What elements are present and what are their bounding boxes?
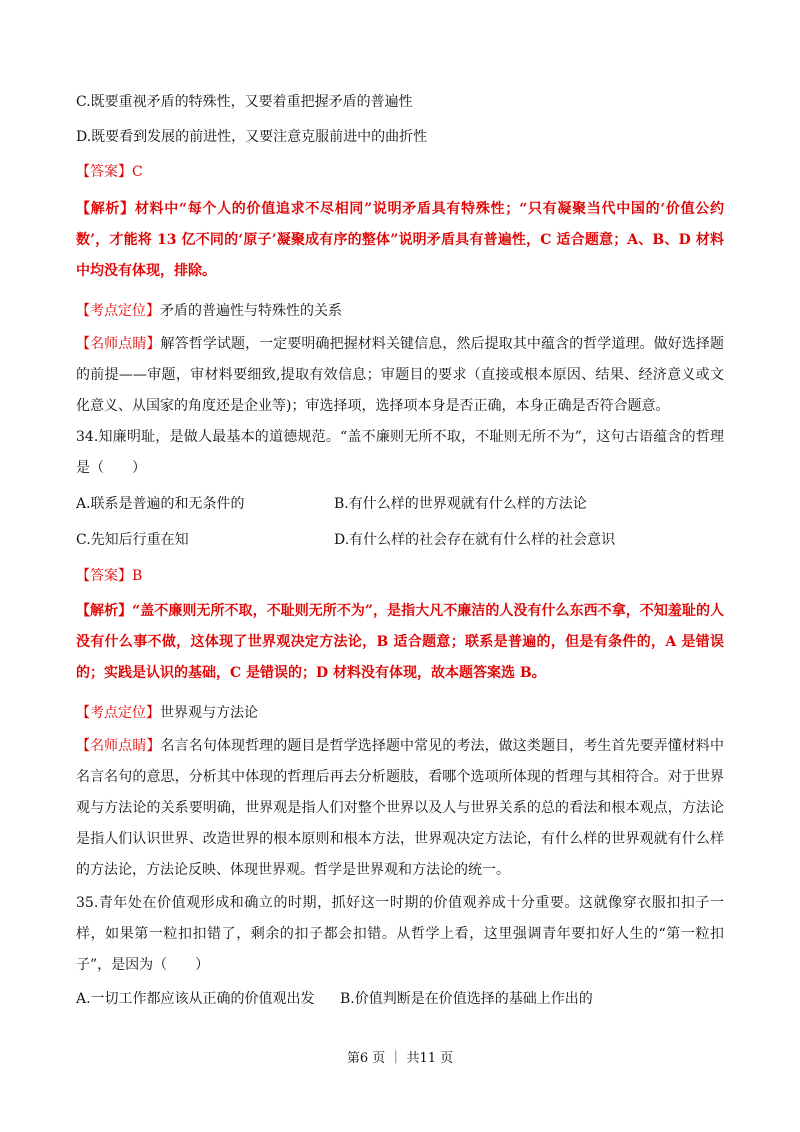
page-footer: 第6 页 ｜ 共11 页 xyxy=(346,1051,454,1066)
q35-stem: 35.青年处在价值观形成和确立的时期，抓好这一时期的价值观养成十分重要。这就像穿衣服扣扣子一样，如果第一粒扣扣错了，剩余的扣子都会扣错。从哲学上看，这里强调青年要扣好人生的“第一粒扣子”，是因为（ ） xyxy=(76,895,724,973)
q34-options-row-1 xyxy=(76,494,724,514)
q35-options-row-1 xyxy=(76,989,724,1009)
analysis-text: “盖不廉则无所不取，不耻则无所不为”，是指大凡不廉洁的人没有什么东西不拿，不知羞耻的人没有什么事不做，这体现了世界观决定方法论，B 适合题意；联系是普遍的，但是有条件的，A 是错误的；实践是认识的基础，C 是错误的；D 材料没有体现，故本题答案选 B。 xyxy=(76,603,725,681)
q34-point xyxy=(76,703,724,723)
analysis-text: 材料中“每个人的价值追求不尽相同”说明矛盾具有特殊性；“只有凝聚当代中国的‘价值公约数’，才能将 13 亿不同的‘原子’凝聚成有序的整体”说明矛盾具有普遍性，C 适合题意；A、B、D 材料中均没有体现，排除。 xyxy=(76,201,725,279)
q33-analysis xyxy=(76,194,724,287)
document-page xyxy=(76,92,724,1009)
q33-answer xyxy=(76,162,724,182)
q34-teacher-note xyxy=(76,731,724,886)
answer-label: 【答案】 xyxy=(76,164,132,180)
q33-point xyxy=(76,301,724,321)
point-label: 【考点定位】 xyxy=(76,303,160,319)
answer-label: 【答案】 xyxy=(76,568,132,584)
point-label: 【考点定位】 xyxy=(76,705,160,721)
q33-teacher-note xyxy=(76,329,724,422)
teacher-text: 名言名句体现哲理的题目是哲学选择题中常见的考法，做这类题目，考生首先要弄懂材料中名言名句的意思，分析其中体现的哲理后再去分析题肢，看哪个选项所体现的哲理与其相符合。对于世界观与方法论的关系要明确，世界观是指人们对整个世界以及人与世界关系的总的看法和根本观点，方法论是指人们认识世界、改造世界的根本原则和根本方法，世界观决定方法论，有什么样的世界观就有什么样的方法论，方法论反映、体现世界观。哲学是世界观和方法论的统一。 xyxy=(76,738,725,878)
q34-option-b: B.有什么样的世界观就有什么样的方法论 xyxy=(334,496,587,512)
q34-options-row-2 xyxy=(76,530,724,550)
analysis-label: 【解析】 xyxy=(76,201,135,217)
point-text: 矛盾的普遍性与特殊性的关系 xyxy=(160,303,342,319)
q34-analysis xyxy=(76,596,724,689)
answer-value: B xyxy=(132,568,143,584)
q33-option-d: D.既要看到发展的前进性，又要注意克服前进中的曲折性 xyxy=(76,129,428,145)
teacher-label: 【名师点睛】 xyxy=(76,738,161,754)
teacher-text: 解答哲学试题，一定要明确把握材料关键信息，然后提取其中蕴含的哲学道理。做好选择题的前提——审题，审材料要细致,提取有效信息；审题目的要求（直接或根本原因、结果、经济意义或文化意义、从国家的角度还是企业等)；审选择项，选择项本身是否正确，本身正确是否符合题意。 xyxy=(76,336,725,414)
q34-option-a: A.联系是普遍的和无条件的 xyxy=(76,496,245,512)
q35-option-a: A.一切工作都应该从正确的价值观出发 xyxy=(76,991,315,1007)
q34-option-d: D.有什么样的社会存在就有什么样的社会意识 xyxy=(334,532,616,548)
analysis-label: 【解析】 xyxy=(76,603,133,619)
q35-option-b: B.价值判断是在价值选择的基础上作出的 xyxy=(340,991,593,1007)
teacher-label: 【名师点睛】 xyxy=(76,336,161,352)
q33-option-c: C.既要重视矛盾的特殊性，又要着重把握矛盾的普遍性 xyxy=(76,94,413,110)
point-text: 世界观与方法论 xyxy=(160,705,258,721)
q34-option-c: C.先知后行重在知 xyxy=(76,532,189,548)
q34-stem: 34.知廉明耻，是做人最基本的道德规范。“盖不廉则无所不取，不耻则无所不为”，这句古语蕴含的哲理是（ ） xyxy=(76,429,724,476)
q34-answer xyxy=(76,566,724,586)
answer-value: C xyxy=(132,164,143,180)
